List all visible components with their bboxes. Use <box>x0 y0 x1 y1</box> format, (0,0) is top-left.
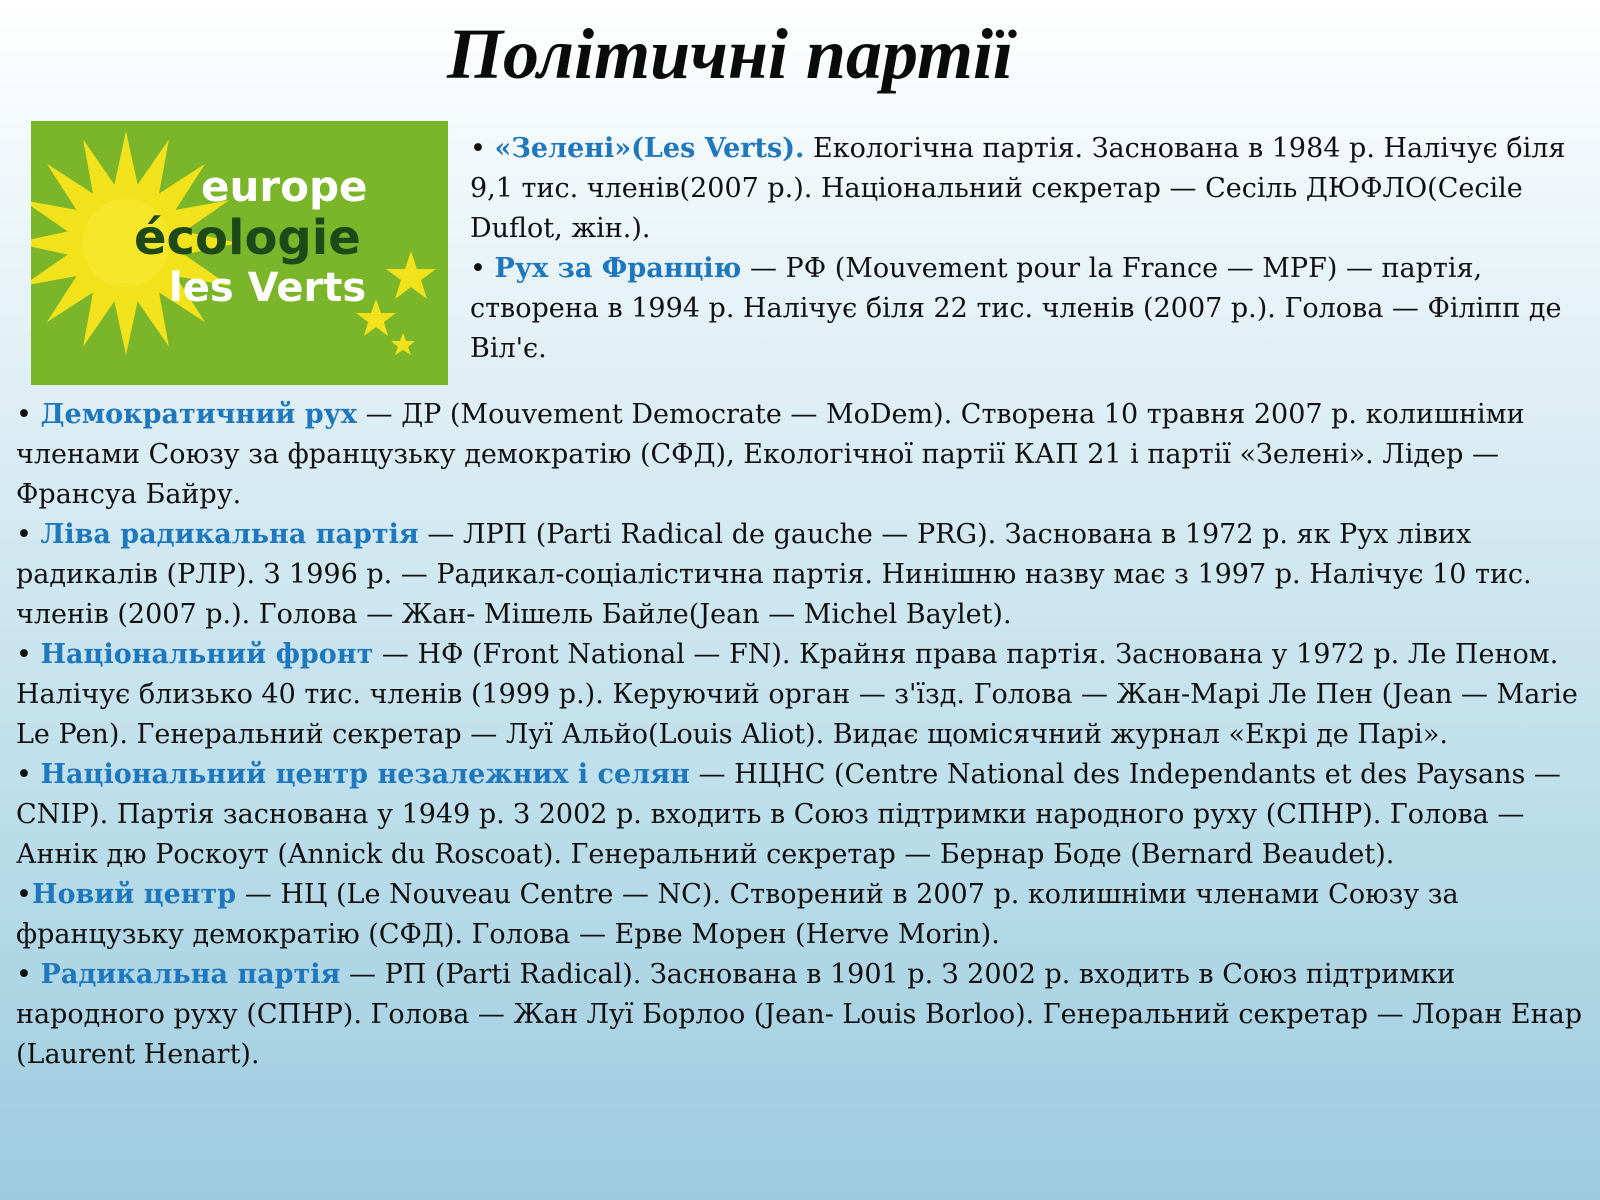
party-name-cnip: Національний центр незалежних і селян <box>40 759 690 790</box>
party-name-nc: Новий центр <box>31 879 237 910</box>
party-entry-prg <box>16 515 1591 635</box>
party-description-cnip: — НЦНС (Centre National des Independants et des Paysans — CNIP). Партія заснована у 1949 р. З 2002 р. входить в Союз підтримки народного руху (СПНР). Голова — Аннік дю Роскоут (Annick du Roscoat). Генеральний секретар — Бернар Боде (Bernard Beaudet). <box>16 759 1561 870</box>
party-description-parti-radical: — РП (Parti Radical). Заснована в 1901 р. З 2002 р. входить в Союз підтримки народного руху (СПНР). Голова — Жан Луї Борлоо (Jean- Louis Borloo). Генеральний секретар — Лоран Енар (Laurent Henart). <box>16 959 1582 1070</box>
bullet: • <box>16 959 41 990</box>
bullet: • <box>16 639 41 670</box>
party-name-fn: Національний фронт <box>40 639 374 670</box>
party-name-prg: Ліва радикальна партія <box>40 519 419 550</box>
europe-ecologie-les-verts-logo <box>31 121 448 385</box>
bullet: • <box>16 759 41 790</box>
party-description-mpf: — РФ (Mouvement pour la France — MPF) — партія, створена в 1994 р. Налічує біля 22 тис. членів (2007 р.). Голова — Філіпп де Віл'є. <box>470 253 1562 364</box>
logo-line-1: europe <box>201 162 368 211</box>
sunflower-icon <box>31 121 448 385</box>
main-party-list <box>16 395 1591 1075</box>
star-icon <box>391 333 415 355</box>
party-entry-parti-radical <box>16 955 1591 1075</box>
party-name-parti-radical: Радикальна партія <box>40 959 341 990</box>
party-entry-mpf <box>470 249 1590 369</box>
bullet: • <box>470 253 495 284</box>
party-entry-nc <box>16 875 1591 955</box>
party-entry-fn <box>16 635 1591 755</box>
bullet: • <box>16 519 41 550</box>
party-description-prg: — ЛРП (Parti Radical de gauche — PRG). Заснована в 1972 р. як Рух лівих радикалів (РЛР). З 1996 р. — Радикал-соціалістична партія. Нинішню назву має з 1997 р. Налічує 10 тис. членів (2007 р.). Голова — Жан- Мішель Байле(Jean — Michel Baylet). <box>16 519 1532 630</box>
bullet: • <box>16 399 41 430</box>
party-name-mpf: Рух за Францію <box>494 253 742 284</box>
party-name-les-verts: «Зелені»(Les Verts). <box>494 133 805 164</box>
bullet: • <box>16 879 32 910</box>
party-description-modem: — ДР (Mouvement Democrate — MoDem). Створена 10 травня 2007 р. колишніми членами Союзу за французьку демократію (СФД), Екологічної партії КАП 21 і партії «Зелені». Лідер — Франсуа Байру. <box>16 399 1525 510</box>
party-entry-modem <box>16 395 1591 515</box>
party-description-nc: — НЦ (Le Nouveau Centre — NC). Створений в 2007 р. колишніми членами Союзу за французьку демократію (СФД). Голова — Ерве Морен (Herve Morin). <box>16 879 1459 950</box>
logo-line-3: les Verts <box>169 265 367 311</box>
slide-title: Політичні партії <box>446 14 1014 94</box>
star-icon <box>386 251 436 299</box>
logo-line-2: écologie <box>134 210 361 266</box>
party-entry-cnip <box>16 755 1591 875</box>
party-description-les-verts: Екологічна партія. Заснована в 1984 р. Налічує біля 9,1 тис. членів(2007 р.). Національний секретар — Сесіль ДЮФЛО(Cecile Duflot, жін.). <box>470 133 1566 244</box>
bullet: • <box>470 133 495 164</box>
party-description-fn: — НФ (Front National — FN). Крайня права партія. Заснована у 1972 р. Ле Пеном. Налічує близько 40 тис. членів (1999 р.). Керуючий орган — з'їзд. Голова — Жан-Марі Ле Пен (Jean — Marie Le Pen). Генеральний секретар — Луї Альйо(Louis Aliot). Видає щомісячний журнал «Екрі де Парі». <box>16 639 1578 750</box>
party-name-modem: Демократичний рух <box>40 399 358 430</box>
top-party-list <box>470 129 1590 369</box>
party-entry-les-verts <box>470 129 1590 249</box>
